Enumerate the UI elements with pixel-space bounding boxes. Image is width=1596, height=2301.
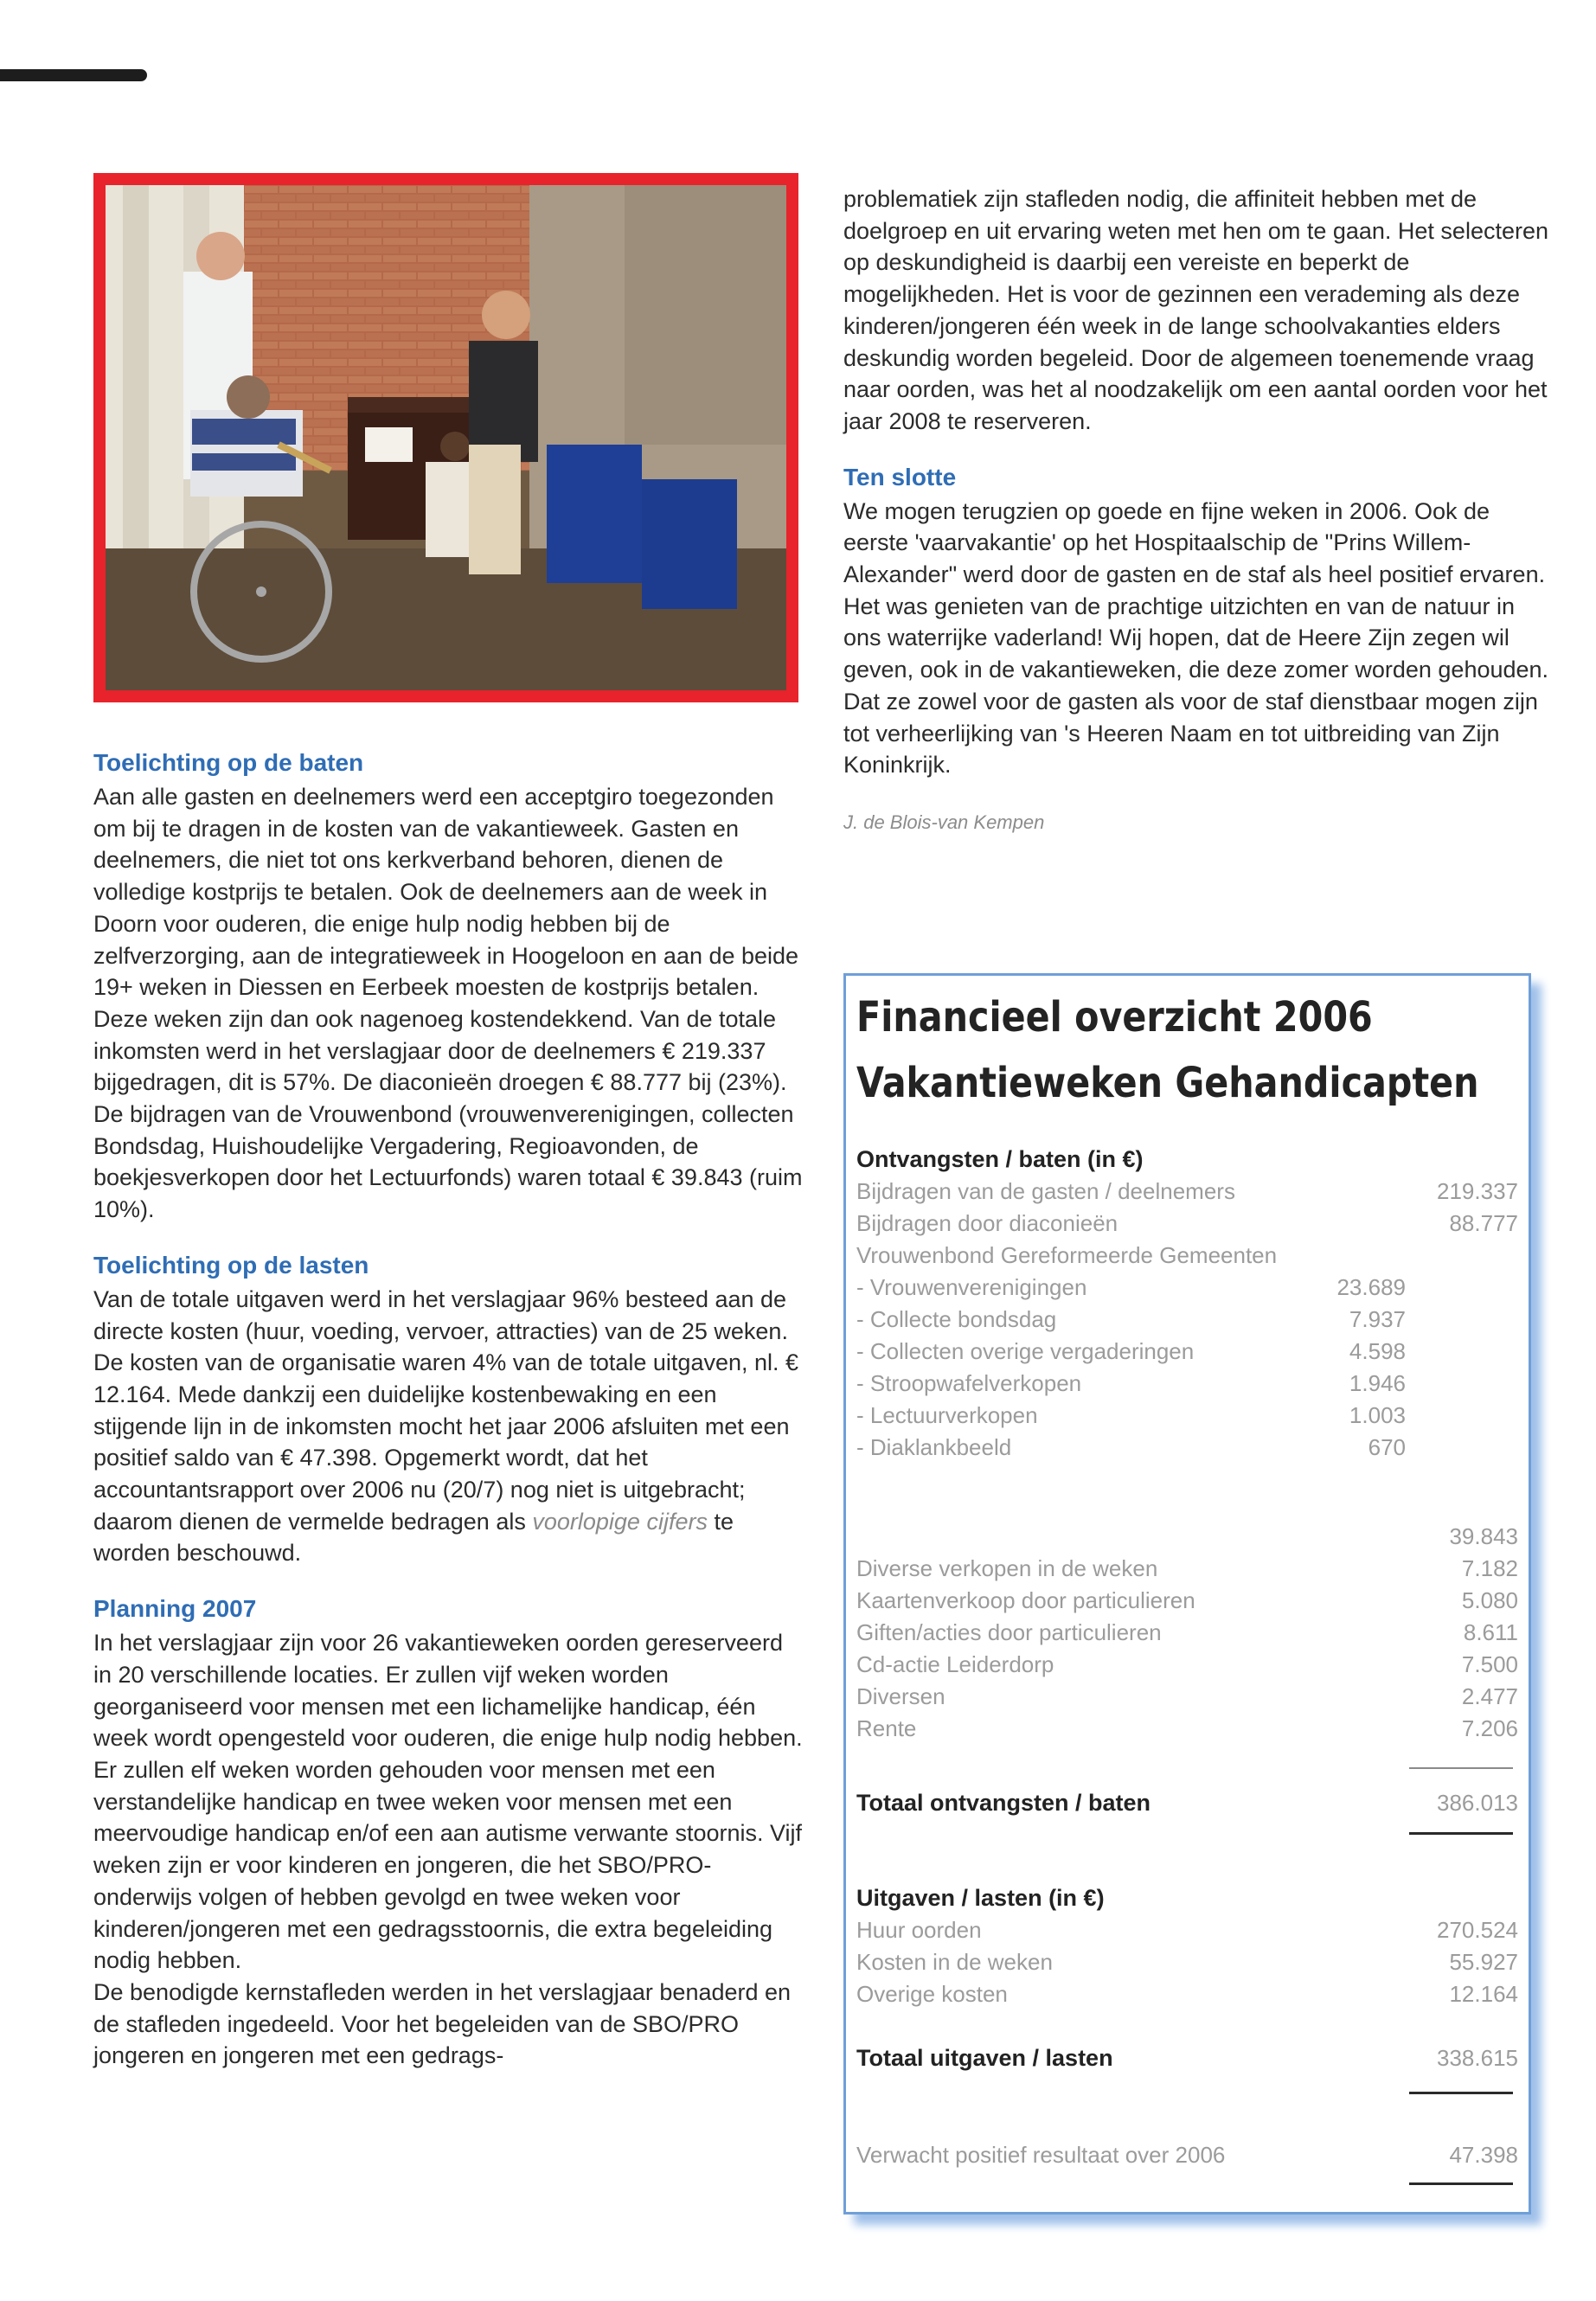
row-label: - Vrouwenverenigingen — [856, 1274, 1087, 1300]
paragraph-lasten-italic: voorlopige cijfers — [532, 1508, 708, 1535]
paragraph-continued: problematiek zijn stafleden nodig, die affiniteit hebben met de doelgroep en uit ervaring weten met hen om te gaan. Het selecteren op deskundigheid is daarbij een vereiste en beperkt de mogelijkheden. Het is voor de gezinnen een verademing als deze kinderen/jongeren één week in de lange schoolvakanties elders deskundig worden begeleid. Door de algemeen toenemende vraag naar oorden, was het al noodzakelijk om een aantal oorden voor het jaar 2008 te reserveren. — [843, 186, 1548, 434]
row-label: - Collecte bondsdag — [856, 1306, 1057, 1332]
row-amount: 4.598 — [1349, 1338, 1406, 1364]
row-label: Vrouwenbond Gereformeerde Gemeenten — [856, 1242, 1278, 1268]
row-label: Kosten in de weken — [856, 1949, 1053, 1975]
row-label: Rente — [856, 1715, 917, 1741]
row-label: Huur oorden — [856, 1917, 982, 1943]
row-label: - Collecten overige vergaderingen — [856, 1338, 1195, 1364]
divider-rule — [1409, 1767, 1513, 1769]
left-column — [93, 747, 804, 2096]
row-kosten-weken — [856, 1946, 1518, 1978]
paragraph-lasten-main: Van de totale uitgaven werd in het verslagjaar 96% besteed aan de directe kosten (huur, voeding, vervoer, attracties) van de 25 weken. De kosten van de organisatie waren 4% van de totale uitgaven, nl. € 12.164. Mede dankzij een duidelijke kostenbewaking en een stijgende lijn in de inkomsten mocht het jaar 2006 afsluiten met een positief saldo van € 47.398. Opgemerkt wordt, dat het accountantsrapport over 2006 nu (20/7) nog niet is uitgebracht; daarom dienen de vermelde bedragen als — [93, 1285, 799, 1535]
row-vrouwenbond — [856, 1240, 1518, 1272]
row-bijdragen-gasten — [856, 1176, 1518, 1208]
row-amount: 7.500 — [1461, 1651, 1518, 1677]
row-label: - Diaklankbeeld — [856, 1434, 1012, 1460]
heading-uitgaven — [856, 1882, 1518, 1914]
row-label: Kaartenverkoop door particulieren — [856, 1587, 1195, 1613]
row-totaal-ontvangsten — [856, 1787, 1518, 1819]
section-baten — [93, 747, 804, 1226]
row-label: Giften/acties door particulieren — [856, 1619, 1162, 1645]
row-giften-acties — [856, 1617, 1518, 1649]
heading-toelichting-lasten: Toelichting op de lasten — [93, 1251, 369, 1279]
row-amount: 670 — [1368, 1434, 1406, 1460]
row-label: Bijdragen van de gasten / deelnemers — [856, 1178, 1235, 1204]
row-amount: 2.477 — [1461, 1683, 1518, 1709]
financial-title-line1: Financieel overzicht 2006 — [856, 993, 1373, 1042]
right-column — [843, 183, 1553, 839]
row-diverse-verkopen — [856, 1553, 1518, 1585]
divider-rule — [1409, 2182, 1513, 2185]
subrow-collecten-overige — [856, 1336, 1518, 1368]
row-label: Overige kosten — [856, 1981, 1008, 2007]
heading-toelichting-baten: Toelichting op de baten — [93, 749, 364, 776]
section-lasten — [93, 1250, 804, 1569]
row-amount: 23.689 — [1336, 1274, 1406, 1300]
row-vrouwenbond-total — [856, 1521, 1518, 1553]
row-amount: 55.927 — [1449, 1949, 1518, 1975]
section-ten-slotte — [843, 462, 1553, 781]
row-amount: 12.164 — [1449, 1981, 1518, 2007]
heading-ten-slotte: Ten slotte — [843, 463, 957, 490]
financial-title — [856, 984, 1479, 1116]
subrow-diaklankbeeld — [856, 1432, 1518, 1464]
divider-rule — [1409, 1832, 1513, 1835]
row-amount: 338.615 — [1437, 2045, 1518, 2071]
row-amount: 5.080 — [1461, 1587, 1518, 1613]
row-huur-oorden — [856, 1914, 1518, 1946]
row-amount: 7.206 — [1461, 1715, 1518, 1741]
row-label: Verwacht positief resultaat over 2006 — [856, 2142, 1226, 2168]
paragraph-ten-slotte: We mogen terugzien op goede en fijne weken in 2006. Ook de eerste 'vaarvakantie' op het Hospitaalschip de "Prins Willem-Alexander" werd door de gasten en de staf als heel positief ervaren. Het was genieten van de prachtige uitzichten en van de natuur in ons waterrijke vaderland! Wij hopen, dat de Heere Zijn zegen wil geven, ook in de vakantieweken, die deze zomer worden gehouden. Dat ze zowel voor de gasten als voor de staf dienstbaar mogen zijn tot verheerlijking van 's Heeren Naam en tot uitbreiding van Zijn Koninkrijk. — [843, 497, 1549, 779]
row-rente — [856, 1713, 1518, 1745]
row-amount: 8.611 — [1463, 1619, 1518, 1645]
row-totaal-uitgaven — [856, 2042, 1518, 2074]
heading-uitgaven-label: Uitgaven / lasten (in €) — [856, 1885, 1105, 1911]
row-amount: 7.937 — [1349, 1306, 1406, 1332]
row-amount: 1.946 — [1349, 1370, 1406, 1396]
row-label: Totaal uitgaven / lasten — [856, 2045, 1113, 2071]
financial-overview-box — [843, 973, 1531, 2214]
row-label: Bijdragen door diaconieën — [856, 1210, 1118, 1236]
row-amount: 88.777 — [1449, 1210, 1518, 1236]
row-amount: 39.843 — [1449, 1523, 1518, 1549]
heading-ontvangsten-label: Ontvangsten / baten (in €) — [856, 1146, 1144, 1172]
row-label: - Lectuurverkopen — [856, 1402, 1038, 1428]
row-overige-kosten — [856, 1978, 1518, 2010]
row-label: Cd-actie Leiderdorp — [856, 1651, 1054, 1677]
row-label: Totaal ontvangsten / baten — [856, 1790, 1151, 1816]
row-amount: 219.337 — [1437, 1178, 1518, 1204]
photo-illustration — [106, 185, 786, 690]
row-label: Diverse verkopen in de weken — [856, 1555, 1158, 1581]
row-label: - Stroopwafelverkopen — [856, 1370, 1082, 1396]
row-bijdragen-diaconieen — [856, 1208, 1518, 1240]
paragraph-lasten — [93, 1284, 804, 1569]
section-planning — [93, 1593, 804, 2072]
paragraph-planning-2: De benodigde kernstafleden werden in het verslagjaar benaderd en de stafleden ingedeeld. Voor het begeleiden van de SBO/PRO jongeren en jongeren met een gedrags- — [93, 1978, 792, 2069]
heading-planning-2007: Planning 2007 — [93, 1595, 257, 1623]
row-cd-actie — [856, 1649, 1518, 1681]
paragraph-baten: Aan alle gasten en deelnemers werd een acceptgiro toegezonden om bij te dragen in de kosten van de vakantieweek. Gasten en deelnemers, die niet tot ons kerkverband behoren, dienen de volledige kostprijs te betalen. Ook de deelnemers aan de week in Doorn voor ouderen, die enige hulp nodig hebben bij de zelfverzorging, aan de integratieweek in Hoogeloon en aan de beide 19+ weken in Diessen en Eerbeek moesten de kostprijs betalen. Deze weken zijn dan ook nagenoeg kostendekkend. Van de totale inkomsten werd in het verslagjaar door de deelnemers € 219.337 bijgedragen, dit is 57%. De diaconieën droegen € 88.777 bij (23%). De bijdragen van de Vrouwenbond (vrouwenverenigingen, collecten Bondsdag, Huishoudelijke Vergadering, Regioavonden, de boekjesverkopen door het Lectuurfonds) waren totaal € 39.843 (ruim 10%). — [93, 784, 803, 1223]
author-signature: J. de Blois-van Kempen — [843, 811, 1045, 833]
row-amount: 47.398 — [1449, 2142, 1518, 2168]
section-continued — [843, 183, 1553, 438]
subrow-collecte-bondsdag — [856, 1304, 1518, 1336]
row-kaartenverkoop — [856, 1585, 1518, 1617]
row-diversen — [856, 1681, 1518, 1713]
row-verwacht-resultaat — [856, 2139, 1518, 2171]
row-amount: 386.013 — [1437, 1790, 1518, 1816]
paragraph-planning-1: In het verslagjaar zijn voor 26 vakantieweken oorden gereserveerd in 20 verschillende locaties. Er zullen vijf weken worden georganiseerd voor mensen met een lichamelijke handicap, één week wordt opengesteld voor ouderen, die enige hulp nodig hebben. Er zullen elf weken worden gehouden voor mensen met een verstandelijke handicap en twee weken voor mensen met een meervoudige handicap en/of een aan autisme verwante stoornis. Vijf weken zijn er voor kinderen en jongeren, die het SBO/PRO-onderwijs volgen of hebben gevolgd en twee weken voor kinderen/jongeren met een gedragsstoornis, die extra begeleiding nodig hebben. — [93, 1630, 803, 1974]
page-edge-bar — [0, 69, 147, 81]
paragraph-lasten-end: te worden beschouwd. — [93, 1508, 734, 1567]
photo-music-session — [93, 173, 798, 702]
subrow-stroopwafelverkopen — [856, 1368, 1518, 1400]
divider-rule — [1409, 2092, 1513, 2094]
row-amount: 1.003 — [1349, 1402, 1406, 1428]
subrow-vrouwenverenigingen — [856, 1272, 1518, 1304]
row-amount: 270.524 — [1437, 1917, 1518, 1943]
row-label: Diversen — [856, 1683, 945, 1709]
row-amount: 7.182 — [1461, 1555, 1518, 1581]
heading-ontvangsten — [856, 1144, 1518, 1176]
financial-title-line2: Vakantieweken Gehandicapten — [856, 1059, 1479, 1107]
subrow-lectuurverkopen — [856, 1400, 1518, 1432]
